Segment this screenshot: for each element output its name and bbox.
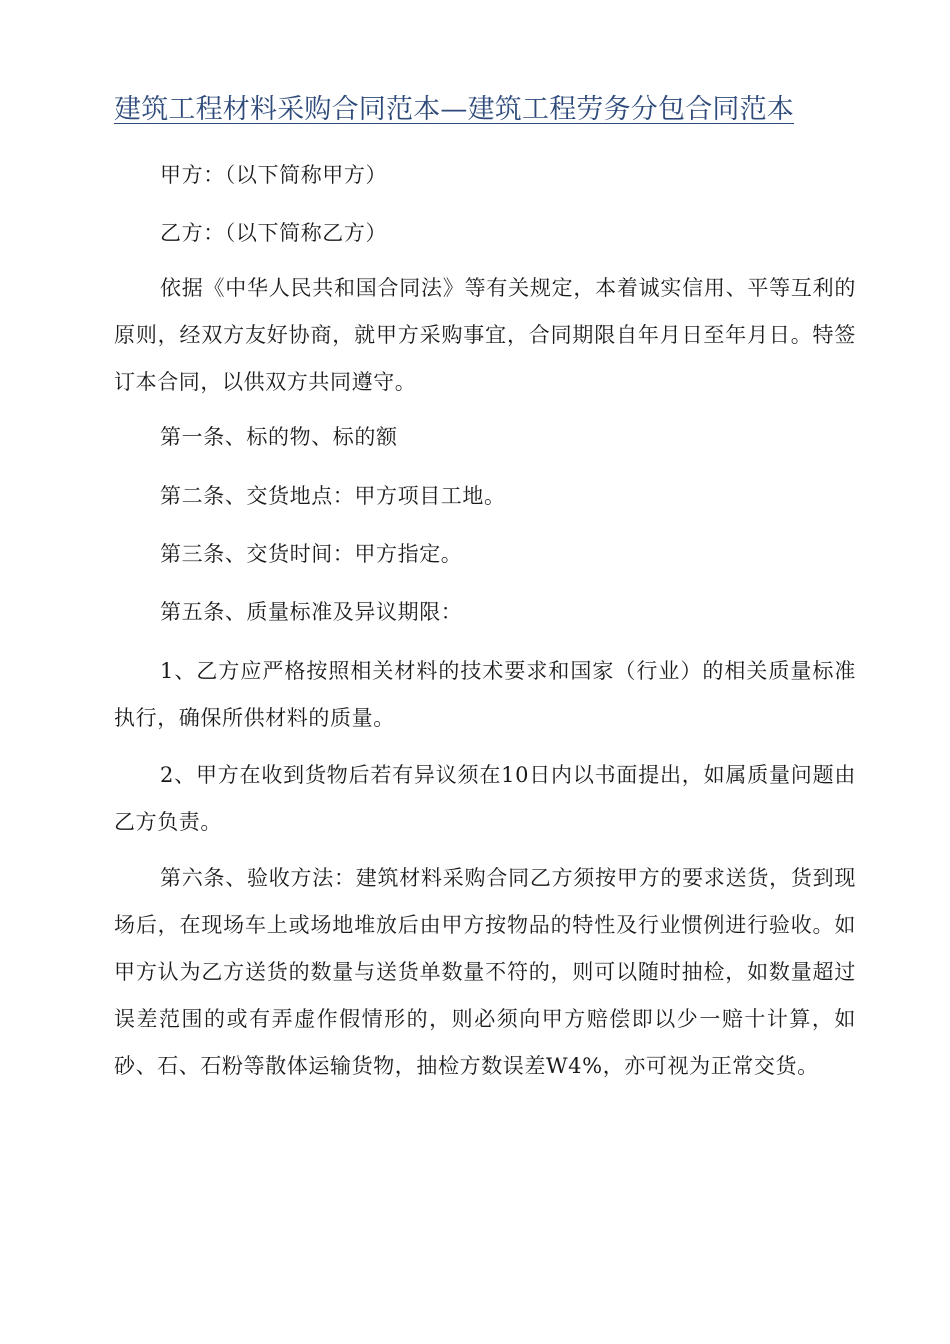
clause-2-paragraph: 2、甲方在收到货物后若有异议须在10日内以书面提出，如属质量问题由乙方负责。: [114, 763, 856, 834]
article-6-paragraph: 第六条、验收方法：建筑材料采购合同乙方须按甲方的要求送货，货到现场后，在现场车上或场地堆放后由甲方按物品的特性及行业惯例进行验收。如甲方认为乙方送货的数量与送货单数量不符的，则可以随时抽检，如数量超过误差范围的或有弄虚作假情形的，则必须向甲方赔偿即以少一赔十计算，如砂、石、石粉等散体运输货物，抽检方数误差W4%，亦可视为正常交货。: [114, 866, 856, 1078]
party-b-line: 乙方：（以下简称乙方）: [160, 221, 388, 245]
party-a-line: 甲方：（以下简称甲方）: [160, 163, 388, 187]
article-5-heading: 第五条、质量标准及异议期限：: [160, 600, 463, 624]
preamble-paragraph: 依据《中华人民共和国合同法》等有关规定，本着诚实信用、平等互利的原则，经双方友好协商，就甲方采购事宜，合同期限自年月日至年月日。特签订本合同，以供双方共同遵守。: [114, 276, 856, 394]
clause-1-paragraph: 1、乙方应严格按照相关材料的技术要求和国家（行业）的相关质量标准执行，确保所供材料的质量。: [114, 659, 856, 730]
article-2-paragraph: 第二条、交货地点：甲方项目工地。: [160, 484, 506, 508]
document-title[interactable]: 建筑工程材料采购合同范本—建筑工程劳务分包合同范本: [114, 94, 794, 125]
article-3-paragraph: 第三条、交货时间：甲方指定。: [160, 542, 463, 566]
article-1-heading: 第一条、标的物、标的额: [160, 425, 398, 449]
